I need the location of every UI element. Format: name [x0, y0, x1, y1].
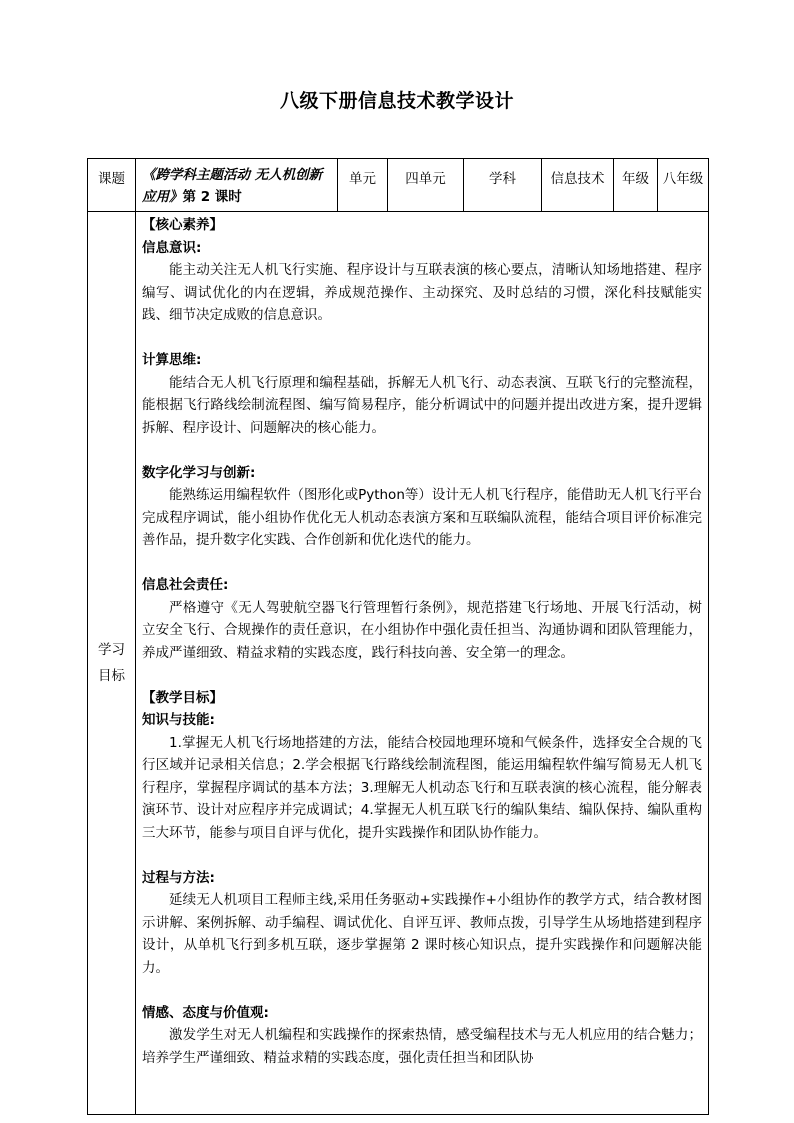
side-label-line-2: 目标	[98, 668, 125, 684]
learning-goals-label	[88, 212, 136, 1115]
emotion-values-title: 情感、态度与价值观:	[142, 1004, 269, 1021]
computational-thinking-text: 能结合无人机飞行原理和编程基础，拆解无人机飞行、动态表演、互联飞行的完整流程，能根据飞行路线绘制流程图、编写简易程序，能分析调试中的问题并提出改进方案，提升逻辑拆解、程序设计、问题解决的核心能力。	[142, 374, 702, 436]
content-cell	[136, 212, 709, 1115]
emotion-values-text: 激发学生对无人机编程和实践操作的探索热情，感受编程技术与无人机应用的结合魅力；培养学生严谨细致、精益求精的实践态度，强化责任担当和团队协	[142, 1027, 702, 1066]
course-topic	[136, 159, 338, 212]
info-awareness-text: 能主动关注无人机飞行实施、程序设计与互联表演的核心要点，清晰认知场地搭建、程序编写、调试优化的内在逻辑，养成规范操作、主动探究、及时总结的习惯，深化科技赋能实践、细节决定成败的信息意识。	[142, 262, 702, 323]
core-literacy-heading: 【核心素养】	[142, 217, 223, 233]
subject-value: 信息技术	[542, 159, 614, 212]
digital-learning-text: 能熟练运用编程软件（图形化或Python等）设计无人机飞行程序，能借助无人机飞行平台完成程序调试，能小组协作优化无人机动态表演方案和互联编队流程，能结合项目评价标准完善作品，提升数字化实践、合作创新和优化迭代的能力。	[142, 487, 702, 548]
grade-label: 年级	[614, 159, 658, 212]
unit-label: 单元	[338, 159, 388, 212]
content-row	[88, 212, 709, 1115]
knowledge-skills-text: 1.掌握无人机飞行场地搭建的方法，能结合校园地理环境和气候条件，选择安全合规的飞行区域并记录相关信息；2.学会根据飞行路线绘制流程图，能运用编程软件编写简易无人机飞行程序，掌握程序调试的基本方法；3.理解无人机动态飞行和互联表演的核心流程，能分解表演环节、设计对应程序并完成调试；4.掌握无人机互联飞行的编队集结、编队保持、编队重构三大环节，能参与项目自评与优化，提升实践操作和团队协作能力。	[142, 734, 702, 841]
knowledge-skills-title: 知识与技能:	[142, 712, 215, 728]
social-responsibility-title: 信息社会责任:	[142, 577, 229, 593]
computational-thinking-title: 计算思维:	[142, 352, 202, 368]
subject-label: 学科	[464, 159, 542, 212]
document-title: 八级下册信息技术教学设计	[279, 90, 514, 112]
social-responsibility-text: 严格遵守《无人驾驶航空器飞行管理暂行条例》，规范搭建飞行场地、开展飞行活动，树立安全飞行、合规操作的责任意识，在小组协作中强化责任担当、沟通协调和团队管理能力，养成严谨细致、精益求精的实践态度，践行科技向善、安全第一的理念。	[142, 599, 702, 661]
process-methods-text: 延续无人机项目工程师主线,采用任务驱动+实践操作+小组协作的教学方式，结合教材图示讲解、案例拆解、动手编程、调试优化、自评互评、教师点拨，引导学生从场地搭建到程序设计，从单机飞行到多机互联，逐步掌握第 2 课时核心知识点，提升实践操作和问题解决能力。	[142, 892, 702, 976]
header-row	[88, 159, 709, 212]
teaching-goals-heading: 【教学目标】	[142, 689, 223, 706]
lesson-plan-table	[87, 158, 709, 1115]
digital-learning-title: 数字化学习与创新:	[142, 464, 256, 481]
grade-value: 八年级	[658, 159, 709, 212]
process-methods-title: 过程与方法:	[142, 869, 215, 886]
topic-main: 《跨学科主题活动 无人机创新应用》	[142, 167, 323, 205]
course-label: 课题	[88, 159, 136, 212]
info-awareness-title: 信息意识:	[142, 239, 202, 256]
unit-value: 四单元	[388, 159, 464, 212]
side-label-line-1: 学习	[98, 642, 125, 658]
topic-rest: 第 2 课时	[182, 189, 242, 205]
